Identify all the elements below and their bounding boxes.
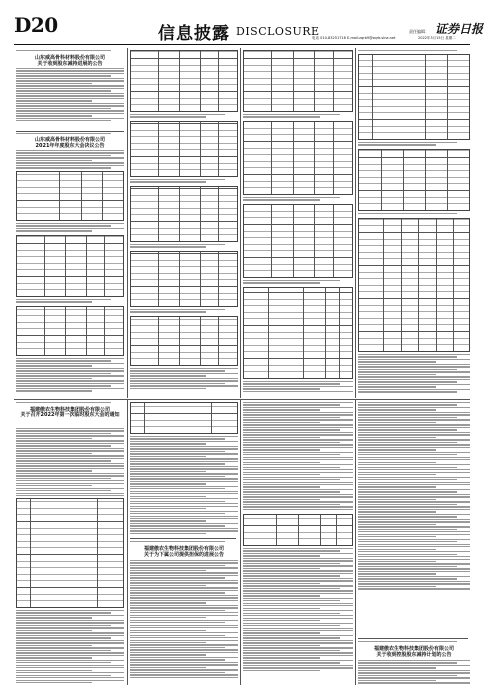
data-table (130, 186, 238, 242)
data-table (358, 54, 470, 140)
announcement-subheading: 2021年年度股东大会决议公告 (35, 143, 105, 149)
data-table (243, 287, 353, 379)
text-column (358, 402, 470, 685)
announcement-heading: 山东威高骨科材料股份有限公司 (34, 55, 105, 61)
contact-line: 电话 010-83251716 E-mail:zqrb9@zqrb.sina.net (312, 36, 396, 40)
announcement-heading: 福建傲农生物科技集团股份有限公司 (373, 646, 454, 652)
data-table (243, 204, 353, 278)
data-table (243, 514, 353, 546)
announcement-heading: 山东威高骨科材料股份有限公司 (34, 137, 105, 143)
column-divider (355, 48, 356, 398)
column-divider (127, 400, 128, 685)
column-divider (240, 400, 241, 685)
table-column (358, 50, 470, 395)
table-column (243, 50, 353, 395)
page-number: D20 (14, 13, 58, 37)
section-divider (14, 399, 470, 400)
editor-line: 责任编辑： (409, 29, 429, 34)
data-table (16, 306, 124, 356)
announcement-heading: 福建傲农生物科技集团股份有限公司 (143, 546, 224, 552)
date-line: 2022年3月15日 星期二 (418, 36, 456, 40)
data-table (130, 316, 238, 366)
page-header (0, 0, 484, 48)
announcement-block (16, 50, 124, 130)
announcement-heading: 福建傲农生物科技集团股份有限公司 (29, 407, 110, 413)
announcement-block (16, 402, 124, 685)
column-divider (240, 48, 241, 398)
data-table (243, 121, 353, 195)
text-column (130, 402, 238, 685)
announcement-block (16, 133, 124, 395)
data-table (130, 402, 238, 434)
announcement-subheading: 关于召开2022年第一次临时股东大会的通知 (20, 412, 120, 418)
column-divider (355, 400, 356, 685)
column-divider (127, 48, 128, 398)
text-column (243, 402, 353, 685)
announcement-subheading: 关于收到股东减持进展的公告 (37, 61, 103, 67)
data-table (243, 50, 353, 112)
header-rule (14, 44, 470, 45)
announcement-subheading: 关于为下属公司提供担保的进展公告 (143, 552, 224, 558)
announcement-subheading: 关于收到控股股东减持计划的公告 (376, 652, 452, 658)
data-table (130, 251, 238, 307)
data-table (358, 218, 470, 352)
table-column (130, 50, 238, 395)
block-divider (130, 538, 236, 539)
block-divider (358, 638, 468, 639)
data-table (358, 149, 470, 211)
data-table (16, 498, 124, 608)
data-table (16, 235, 124, 297)
data-table (130, 50, 238, 112)
block-divider (16, 131, 124, 132)
data-table (130, 121, 238, 177)
data-table (16, 171, 124, 221)
section-title: 信息披露 (158, 24, 230, 44)
newspaper-masthead: 证券日报 (435, 22, 484, 36)
section-title-en: DISCLOSURE (236, 25, 320, 38)
